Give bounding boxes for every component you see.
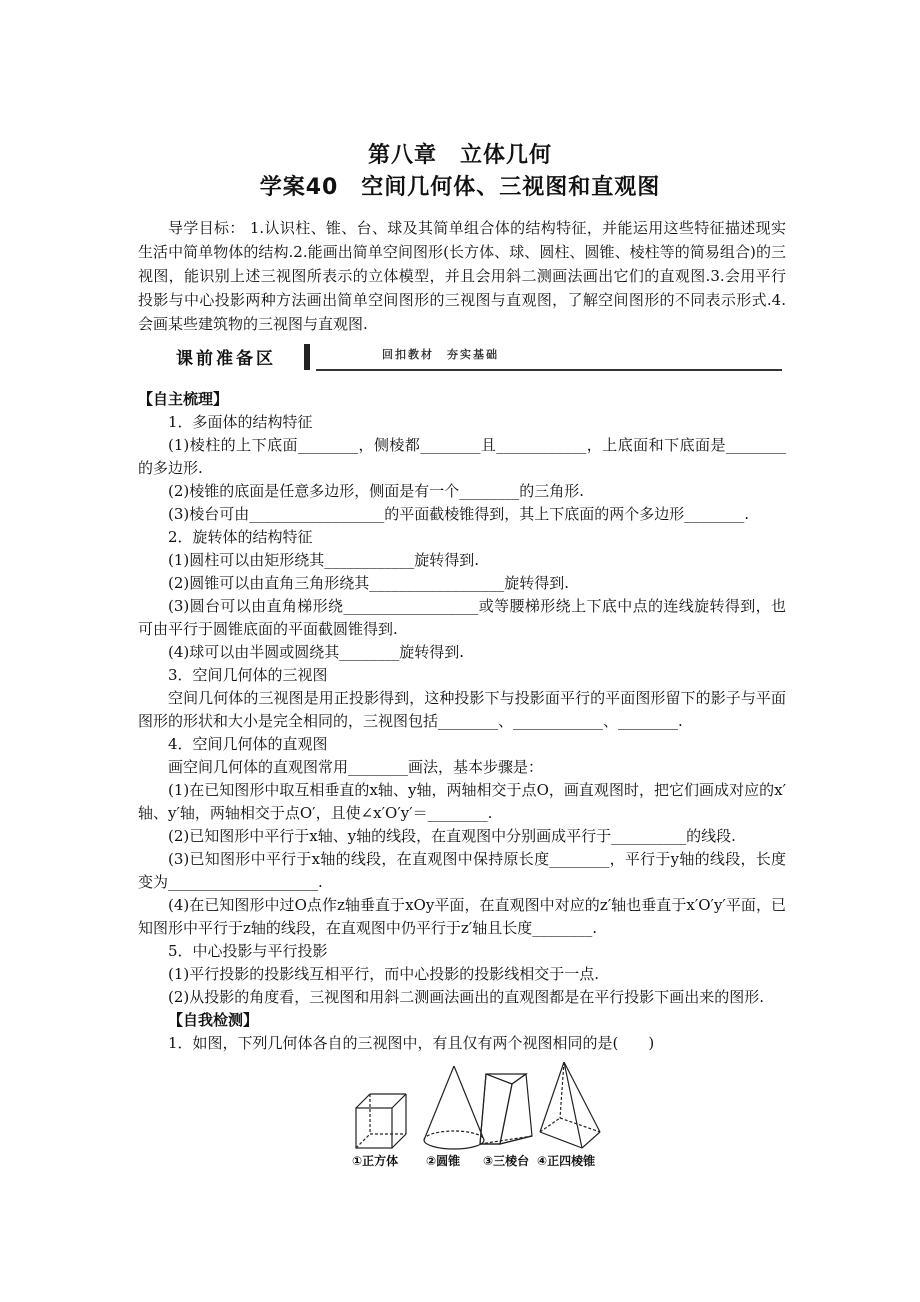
list-item: (3)圆台可以由直角梯形绕__________________或等腰梯形绕上下底中点的连线旋转得到，也可由平行于圆锥底面的平面截圆锥得到. [138, 597, 786, 638]
list-item: (4)在已知图形中过O点作z轴垂直于xOy平面，在直观图中对应的z′轴也垂直于x′O′y′平面，已知图形中平行于z轴的线段，在直观图中仍平行于z′轴且长度________. [138, 896, 786, 937]
section-heading: 2．旋转体的结构特征 [168, 528, 313, 546]
banner-subtitle: 回扣教材 夯实基础 [382, 348, 499, 361]
question-1: 1．如图，下列几何体各自的三视图中，有且仅有两个视图相同的是( ) [168, 1034, 655, 1052]
learning-goals-text: 1.认识柱、锥、台、球及其简单组合体的结构特征，并能运用这些特征描述现实生活中简单物体的结构.2.能画出简单空间图形(长方体、球、圆柱、圆锥、棱柱等的简易组合)的三视图，能识别上述三视图所表示的立体模型，并且会用斜二测画法画出它们的直观图.3.会用平行投影与中心投影两种方法画出简单空间图形的三视图与直观图，了解空间图形的不同表示形式.4.会画某些建筑物的三视图与直观图. [138, 219, 786, 333]
frustum-figure [480, 1074, 532, 1144]
caption-cone: ②圆锥 [426, 1154, 461, 1168]
section-heading: 4．空间几何体的直观图 [168, 735, 328, 753]
list-item: (3)已知图形中平行于x轴的线段，在直观图中保持原长度________，平行于y轴的线段，长度变为____________________. [138, 850, 786, 891]
selfcheck-heading: 【自我检测】 [168, 1011, 259, 1029]
list-item: (3)棱台可由__________________的平面截棱锥得到，其上下底面的两个多边形________. [168, 505, 750, 523]
banner-bar [304, 344, 310, 370]
caption-pyramid: ④正四棱锥 [537, 1154, 596, 1168]
pyramid-figure [540, 1062, 600, 1148]
list-item: (2)从投影的角度看，三视图和用斜二测画法画出的直观图都是在平行投影下画出来的图形. [168, 988, 765, 1006]
section-heading: 3．空间几何体的三视图 [168, 666, 328, 684]
review-heading: 【自主梳理】 [138, 390, 229, 408]
lesson-title: 学案40 空间几何体、三视图和直观图 [259, 175, 661, 200]
list-item: (4)球可以由半圆或圆绕其________旋转得到. [168, 643, 465, 661]
learning-goals [138, 216, 786, 336]
caption-cube: ①正方体 [352, 1154, 399, 1168]
list-item: 画空间几何体的直观图常用________画法，基本步骤是： [168, 758, 544, 776]
main-content [138, 388, 786, 1055]
section-banner [170, 340, 782, 376]
list-item: (1)平行投影的投影线互相平行，而中心投影的投影线相交于一点. [168, 965, 600, 983]
section-heading: 1．多面体的结构特征 [168, 413, 313, 431]
caption-frustum: ③三棱台 [483, 1154, 530, 1168]
learning-goals-label: 导学目标： [168, 219, 245, 237]
list-item: (1)棱柱的上下底面________，侧棱都________且____________，上底面和下底面是________的多边形. [138, 436, 786, 477]
banner-rule [316, 369, 782, 371]
list-item: (2)圆锥可以由直角三角形绕其__________________旋转得到. [168, 574, 570, 592]
list-item: 空间几何体的三视图是用正投影得到，这种投影下与投影面平行的平面图形留下的影子与平面图形的形状和大小是完全相同的，三视图包括________、____________、________. [138, 689, 786, 730]
cone-figure [424, 1066, 484, 1149]
banner-title: 课前准备区 [176, 349, 276, 369]
chapter-title: 第八章 立体几何 [367, 143, 552, 168]
section-heading: 5．中心投影与平行投影 [168, 942, 328, 960]
list-item: (2)已知图形中平行于x轴、y轴的线段，在直观图中分别画成平行于__________的线段. [168, 827, 736, 845]
list-item: (1)圆柱可以由矩形绕其____________旋转得到. [168, 551, 480, 569]
cube-figure [356, 1094, 406, 1148]
list-item: (1)在已知图形中取互相垂直的x轴、y轴，两轴相交于点O，画直观图时，把它们画成对应的x′轴、y′轴，两轴相交于点O′，且使∠x′O′y′＝________. [138, 781, 786, 822]
review-lines [138, 411, 786, 1009]
list-item: (2)棱锥的底面是任意多边形，侧面是有一个________的三角形. [168, 482, 585, 500]
